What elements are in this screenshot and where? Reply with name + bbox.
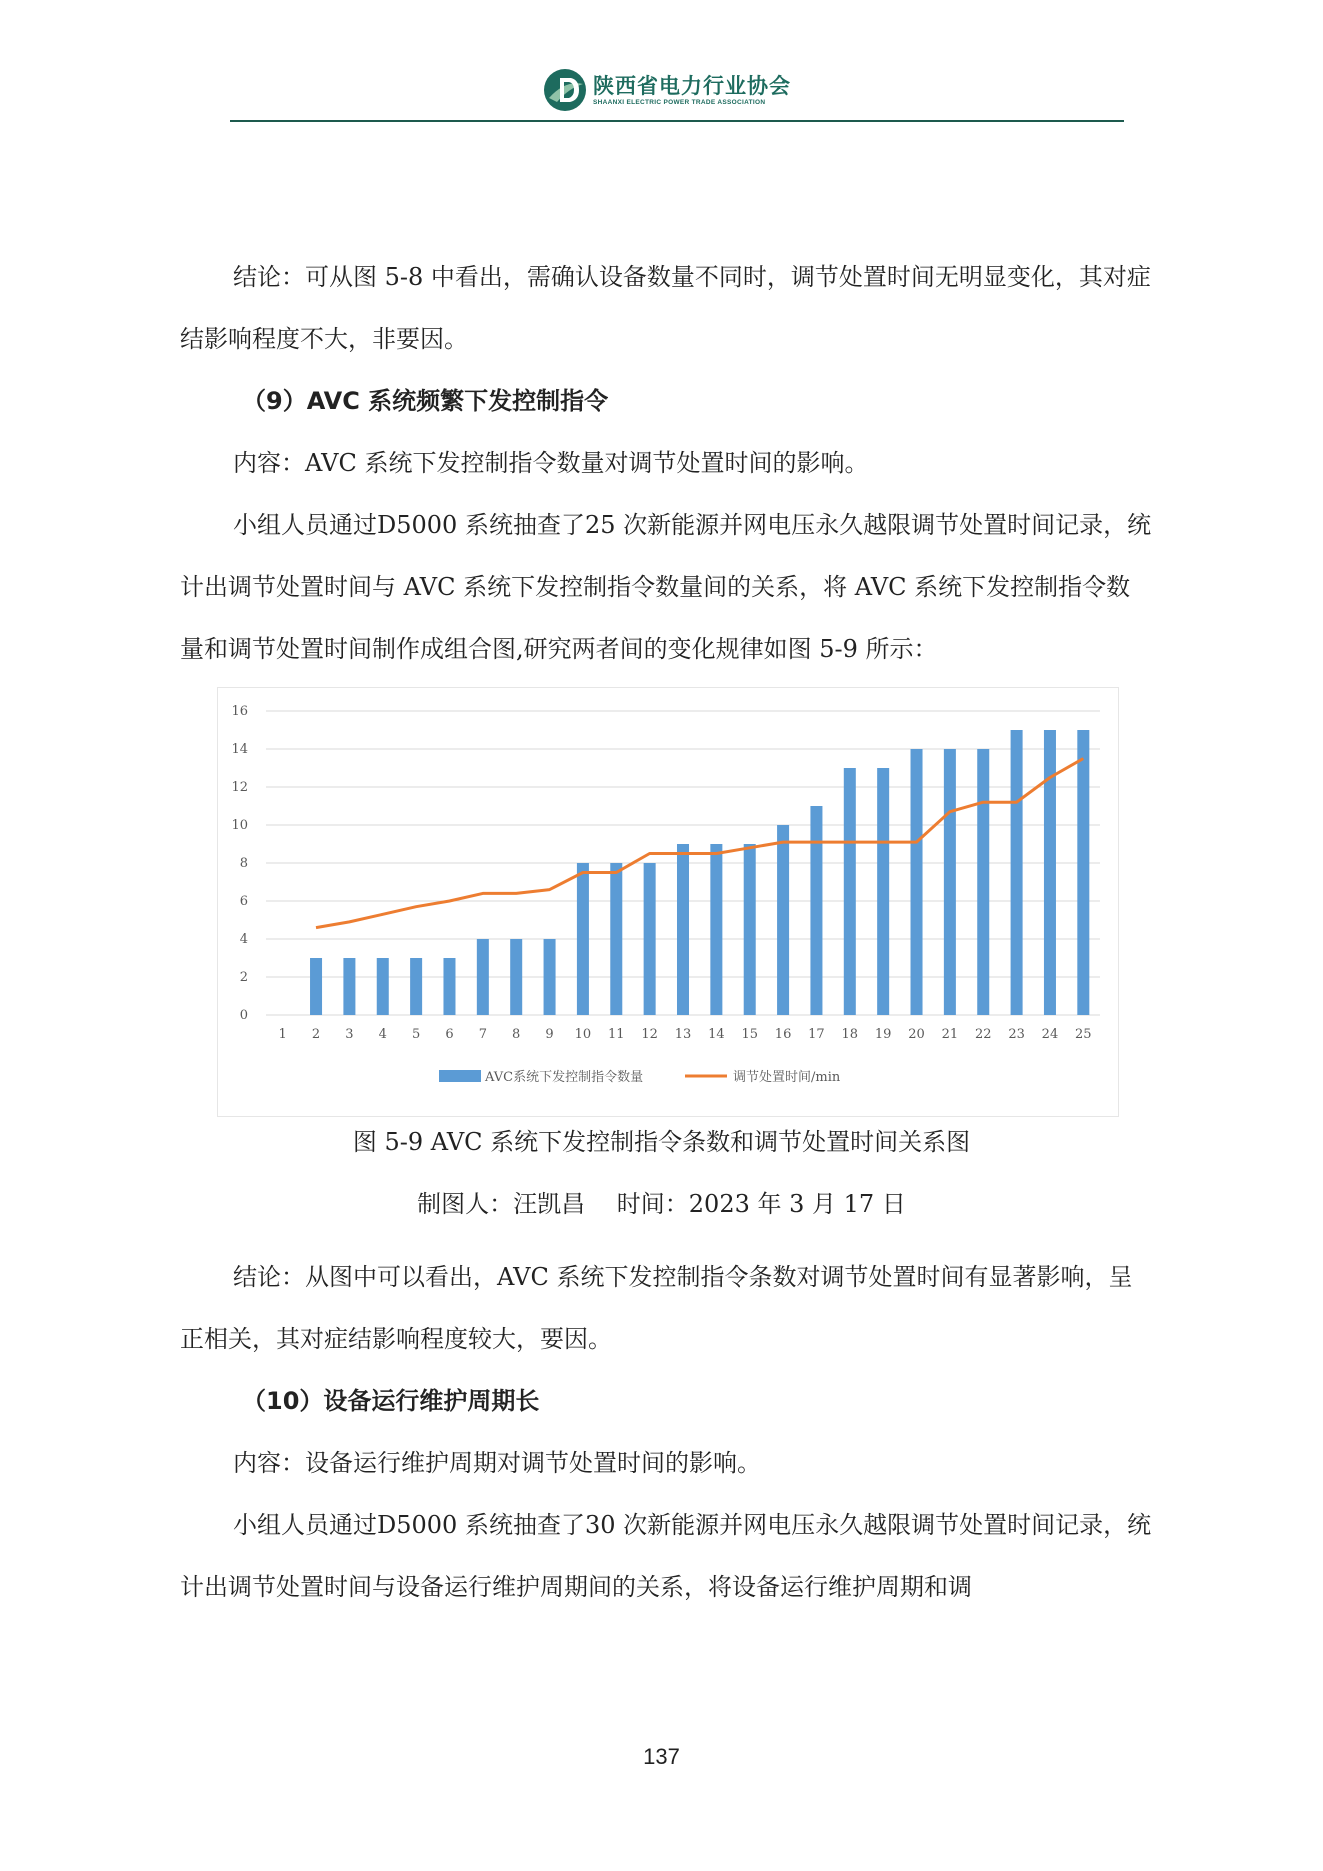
page-number: 137 <box>643 1744 680 1769</box>
x-tick-label: 23 <box>1008 1027 1025 1042</box>
org-name-en: SHAANXI ELECTRIC POWER TRADE ASSOCIATION <box>593 98 766 106</box>
y-tick-label: 10 <box>231 818 248 833</box>
x-tick-label: 22 <box>974 1027 992 1042</box>
bar <box>577 863 589 1015</box>
header-divider <box>230 120 1124 122</box>
bar <box>977 749 989 1015</box>
x-tick-label: 25 <box>1075 1027 1092 1042</box>
conclusion-paragraph-2: 结论：从图中可以看出，AVC 系统下发控制指令条数对调节处置时间有显著影响，呈正相关，其对症结影响程度较大，要因。 <box>180 1263 1133 1353</box>
figure-caption: 图 5-9 AVC 系统下发控制指令条数和调节处置时间关系图 <box>352 1128 971 1156</box>
legend-line-label: 调节处置时间/min <box>733 1070 841 1085</box>
bar <box>644 863 656 1015</box>
x-tick-label: 1 <box>278 1027 287 1042</box>
y-tick-label: 2 <box>239 970 248 985</box>
x-tick-label: 19 <box>874 1027 892 1042</box>
x-tick-label: 3 <box>345 1027 354 1042</box>
bar <box>1011 730 1023 1015</box>
bar <box>844 768 856 1015</box>
y-tick-label: 16 <box>231 704 248 719</box>
x-tick-label: 21 <box>941 1027 959 1042</box>
content-paragraph-2: 内容：设备运行维护周期对调节处置时间的影响。 <box>233 1449 761 1477</box>
x-tick-label: 2 <box>311 1027 321 1042</box>
bar <box>810 806 822 1015</box>
bar <box>544 939 556 1015</box>
bar <box>443 958 455 1015</box>
bar <box>744 844 756 1015</box>
org-name-cn: 陕西省电力行业协会 <box>593 73 791 98</box>
bar <box>777 825 789 1015</box>
conclusion-paragraph-1: 结论：可从图 5-8 中看出，需确认设备数量不同时，调节处置时间无明显变化，其对症结影响程度不大，非要因。 <box>180 263 1151 353</box>
chart-canvas <box>218 688 1118 1116</box>
y-tick-label: 0 <box>239 1008 248 1023</box>
x-tick-label: 7 <box>478 1027 487 1042</box>
x-tick-label: 13 <box>674 1027 692 1042</box>
legend-bar-swatch <box>439 1070 481 1082</box>
chart-author-line: 制图人：汪凯昌 时间：2023 年 3 月 17 日 <box>417 1190 906 1218</box>
bar <box>877 768 889 1015</box>
y-tick-label: 4 <box>239 932 248 947</box>
bar <box>911 749 923 1015</box>
y-tick-label: 8 <box>239 856 248 871</box>
x-tick-label: 11 <box>608 1027 625 1042</box>
x-tick-label: 4 <box>378 1027 387 1042</box>
x-tick-label: 12 <box>641 1027 658 1042</box>
x-tick-label: 15 <box>741 1027 758 1042</box>
association-emblem-icon <box>543 68 587 112</box>
section-heading-9: （9）AVC 系统频繁下发控制指令 <box>242 387 609 415</box>
section-heading-10: （10）设备运行维护周期长 <box>242 1387 540 1415</box>
y-tick-label: 6 <box>239 894 248 909</box>
method-paragraph-1: 小组人员通过D5000 系统抽查了25 次新能源并网电压永久越限调节处置时间记录，统计出调节处置时间与 AVC 系统下发控制指令数量间的关系，将 AVC 系统下发控制指令数量和调节处置时间制作成组合图,研究两者间的变化规律如图 5-9 所示： <box>180 511 1152 663</box>
x-tick-label: 16 <box>774 1027 792 1042</box>
bar <box>710 844 722 1015</box>
x-tick-label: 20 <box>908 1027 925 1042</box>
legend-bar-label: AVC系统下发控制指令数量 <box>485 1070 644 1085</box>
bar <box>1044 730 1056 1015</box>
method-paragraph-2: 小组人员通过D5000 系统抽查了30 次新能源并网电压永久越限调节处置时间记录，统计出调节处置时间与设备运行维护周期间的关系，将设备运行维护周期和调 <box>180 1511 1152 1601</box>
bar <box>677 844 689 1015</box>
bar <box>477 939 489 1015</box>
x-tick-label: 6 <box>445 1027 454 1042</box>
bar <box>377 958 389 1015</box>
x-tick-label: 24 <box>1041 1027 1059 1042</box>
bar <box>343 958 355 1015</box>
x-tick-label: 5 <box>411 1027 421 1042</box>
bar <box>944 749 956 1015</box>
bar <box>510 939 522 1015</box>
line-series <box>316 759 1083 928</box>
x-tick-label: 8 <box>512 1027 521 1042</box>
y-tick-label: 12 <box>231 780 248 795</box>
content-paragraph-1: 内容：AVC 系统下发控制指令数量对调节处置时间的影响。 <box>233 449 869 477</box>
x-tick-label: 10 <box>574 1027 592 1042</box>
x-tick-label: 17 <box>808 1027 825 1042</box>
bar <box>410 958 422 1015</box>
bar <box>610 863 622 1015</box>
combo-chart <box>217 687 1119 1117</box>
bar <box>1077 730 1089 1015</box>
x-tick-label: 18 <box>841 1027 859 1042</box>
bar <box>310 958 322 1015</box>
association-logo <box>543 68 791 112</box>
x-tick-label: 14 <box>708 1027 725 1042</box>
y-tick-label: 14 <box>231 742 248 757</box>
page-header <box>0 0 1323 125</box>
x-tick-label: 9 <box>545 1027 554 1042</box>
